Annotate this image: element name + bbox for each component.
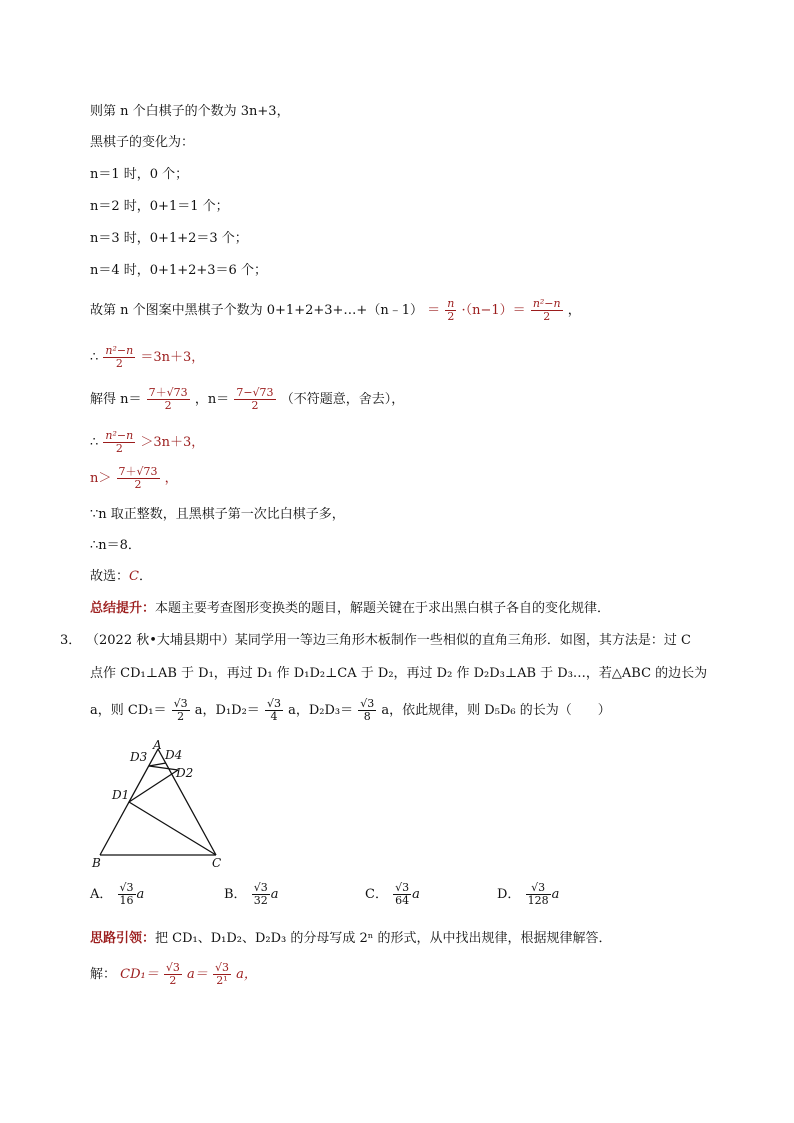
fraction xyxy=(213,962,231,987)
line-because: ∵n 取正整数，且黑棋子第一次比白棋子多， xyxy=(90,507,345,522)
option-b[interactable] xyxy=(224,882,278,907)
text: ， xyxy=(164,471,178,486)
fraction-denominator: 2 xyxy=(115,357,123,370)
label-a: A xyxy=(153,738,162,752)
fraction-denominator: 2 xyxy=(169,974,177,987)
fraction-denominator: 128 xyxy=(527,894,549,907)
text: ，n＝ xyxy=(194,392,230,407)
option-var: a xyxy=(136,887,145,902)
line-result: ∴n＝8． xyxy=(90,538,141,553)
fraction-denominator: 4 xyxy=(270,710,278,723)
fraction-denominator: 2 xyxy=(177,710,185,723)
answer-value: C xyxy=(129,569,139,584)
fraction xyxy=(164,962,182,987)
text: 解得 n＝ xyxy=(90,392,142,407)
segment-cd1 xyxy=(129,802,216,855)
question-3-line3 xyxy=(90,698,611,723)
fraction-numerator: √3 xyxy=(253,881,268,894)
fraction-numerator: 7＋√73 xyxy=(118,465,158,478)
hint-label: 思路引领： xyxy=(90,931,156,946)
text: a，D₁D₂＝ xyxy=(194,703,260,718)
fraction-numerator: 7＋√73 xyxy=(148,386,188,399)
fraction-denominator: 2 xyxy=(543,310,551,323)
label-d2: D2 xyxy=(176,766,194,780)
text: a，则 CD₁＝ xyxy=(90,703,167,718)
fraction-numerator: n²−n xyxy=(532,297,561,310)
therefore: ∴ xyxy=(90,435,99,450)
segment-d1d2 xyxy=(129,770,178,802)
fraction xyxy=(526,882,551,907)
question-3-number: 3． xyxy=(60,633,82,648)
line-n2: n＝2 时，0+1＝1 个； xyxy=(90,199,229,214)
line-inequality xyxy=(90,430,204,455)
text: 故第 n 个图案中黑棋子个数为 0+1+2+3+…+（n﹣1） xyxy=(90,303,423,318)
fraction xyxy=(252,882,270,907)
fraction-numerator: √3 xyxy=(173,697,188,710)
fraction-denominator: 2 xyxy=(164,399,172,412)
fraction xyxy=(531,298,563,323)
line-n1: n＝1 时，0 个； xyxy=(90,167,189,182)
side-ac xyxy=(158,749,216,855)
solution-prefix: 解： xyxy=(90,967,117,982)
fraction xyxy=(445,298,456,323)
fraction-numerator: √3 xyxy=(526,882,551,895)
summary-label: 总结提升： xyxy=(90,601,156,616)
fraction-denominator: 2 xyxy=(251,399,259,412)
line-n-greater xyxy=(90,466,178,491)
line-n4: n＝4 时，0+1+2+3＝6 个； xyxy=(90,263,267,278)
label-d3: D3 xyxy=(130,750,148,764)
fraction xyxy=(265,698,283,723)
fraction xyxy=(172,698,190,723)
line-answer xyxy=(90,569,152,585)
text: ＝3n＋3， xyxy=(140,350,205,365)
label-b: B xyxy=(92,856,101,870)
fraction-denominator: 2 xyxy=(447,310,455,323)
fraction xyxy=(103,345,135,370)
line-white-count: 则第 n 个白棋子的个数为 3n+3， xyxy=(90,104,290,119)
text: a，D₂D₃＝ xyxy=(288,703,354,718)
option-d[interactable] xyxy=(497,882,559,907)
therefore: ∴ xyxy=(90,350,99,365)
fraction xyxy=(147,387,190,412)
fraction-numerator: n xyxy=(447,297,455,310)
hint xyxy=(90,931,612,947)
fraction xyxy=(234,387,275,412)
text: ＞3n＋3， xyxy=(140,435,205,450)
fraction-denominator: 32 xyxy=(253,894,268,907)
fraction xyxy=(393,882,411,907)
option-letter: D． xyxy=(497,887,521,902)
text: （不符题意，舍去）， xyxy=(280,392,405,407)
fraction-numerator: √3 xyxy=(266,697,281,710)
text: CD₁＝ xyxy=(120,967,159,982)
option-letter: C． xyxy=(365,887,388,902)
line-black-total xyxy=(90,298,581,323)
fraction-denominator: 16 xyxy=(119,894,134,907)
hint-text: 把 CD₁、D₁D₂、D₂D₃ 的分母写成 2ⁿ 的形式，从中找出规律，根据规律解答． xyxy=(155,931,612,946)
line-equation xyxy=(90,345,204,370)
segment-d3d4 xyxy=(149,763,166,766)
text: ， xyxy=(567,303,581,318)
text: ． xyxy=(138,569,152,584)
fraction-denominator: 64 xyxy=(395,894,410,907)
text: ＝ xyxy=(427,303,441,318)
fraction-numerator: √3 xyxy=(214,961,229,974)
fraction-numerator: n²−n xyxy=(105,344,134,357)
fraction-numerator: √3 xyxy=(395,881,410,894)
line-solve xyxy=(90,387,404,412)
fraction-denominator: 2 xyxy=(115,442,123,455)
line-black-change: 黑棋子的变化为： xyxy=(90,135,195,150)
label-d1: D1 xyxy=(112,788,130,802)
summary xyxy=(90,601,610,617)
solution xyxy=(90,962,257,987)
option-var: a xyxy=(270,887,279,902)
text: n＞ xyxy=(90,471,112,486)
text: a＝ xyxy=(187,967,208,982)
text: a， xyxy=(236,967,257,982)
text: a，依此规律，则 D₅D₆ 的长为（ ） xyxy=(381,703,611,718)
text: ·（n−1）＝ xyxy=(461,303,526,318)
fraction xyxy=(358,698,376,723)
fraction-numerator: n²−n xyxy=(105,429,134,442)
fraction-numerator: √3 xyxy=(360,697,375,710)
fraction-denominator: 2 xyxy=(134,478,142,491)
summary-text: 本题主要考查图形变换类的题目，解题关键在于求出黑白棋子各自的变化规律． xyxy=(155,601,611,616)
fraction-numerator: √3 xyxy=(165,961,180,974)
fraction-numerator: 7−√73 xyxy=(236,386,274,399)
question-3-line1: （2022 秋•大埔县期中）某同学用一等边三角形木板制作一些相似的直角三角形．如图，其方法是：过 C xyxy=(86,633,691,648)
option-c[interactable] xyxy=(365,882,420,907)
segment-d2d3 xyxy=(149,766,178,770)
option-letter: A． xyxy=(90,887,113,902)
fraction-denominator: 2¹ xyxy=(216,974,228,987)
label-d4: D4 xyxy=(165,748,183,762)
fraction xyxy=(117,466,160,491)
line-n3: n＝3 时，0+1+2＝3 个； xyxy=(90,231,248,246)
option-letter: B． xyxy=(224,887,247,902)
label-c: C xyxy=(212,856,222,870)
fraction xyxy=(103,430,135,455)
fraction-denominator: 8 xyxy=(363,710,371,723)
text: 故选： xyxy=(90,569,130,584)
option-a[interactable] xyxy=(90,882,144,907)
option-var: a xyxy=(551,887,560,902)
option-var: a xyxy=(412,887,420,902)
question-3-line2: 点作 CD₁⊥AB 于 D₁，再过 D₁ 作 D₁D₂⊥CA 于 D₂，再过 D₂ 作 D₂D₃⊥AB 于 D₃…，若△ABC 的边长为 xyxy=(90,666,708,681)
fraction xyxy=(118,882,136,907)
fraction-numerator: √3 xyxy=(119,881,134,894)
